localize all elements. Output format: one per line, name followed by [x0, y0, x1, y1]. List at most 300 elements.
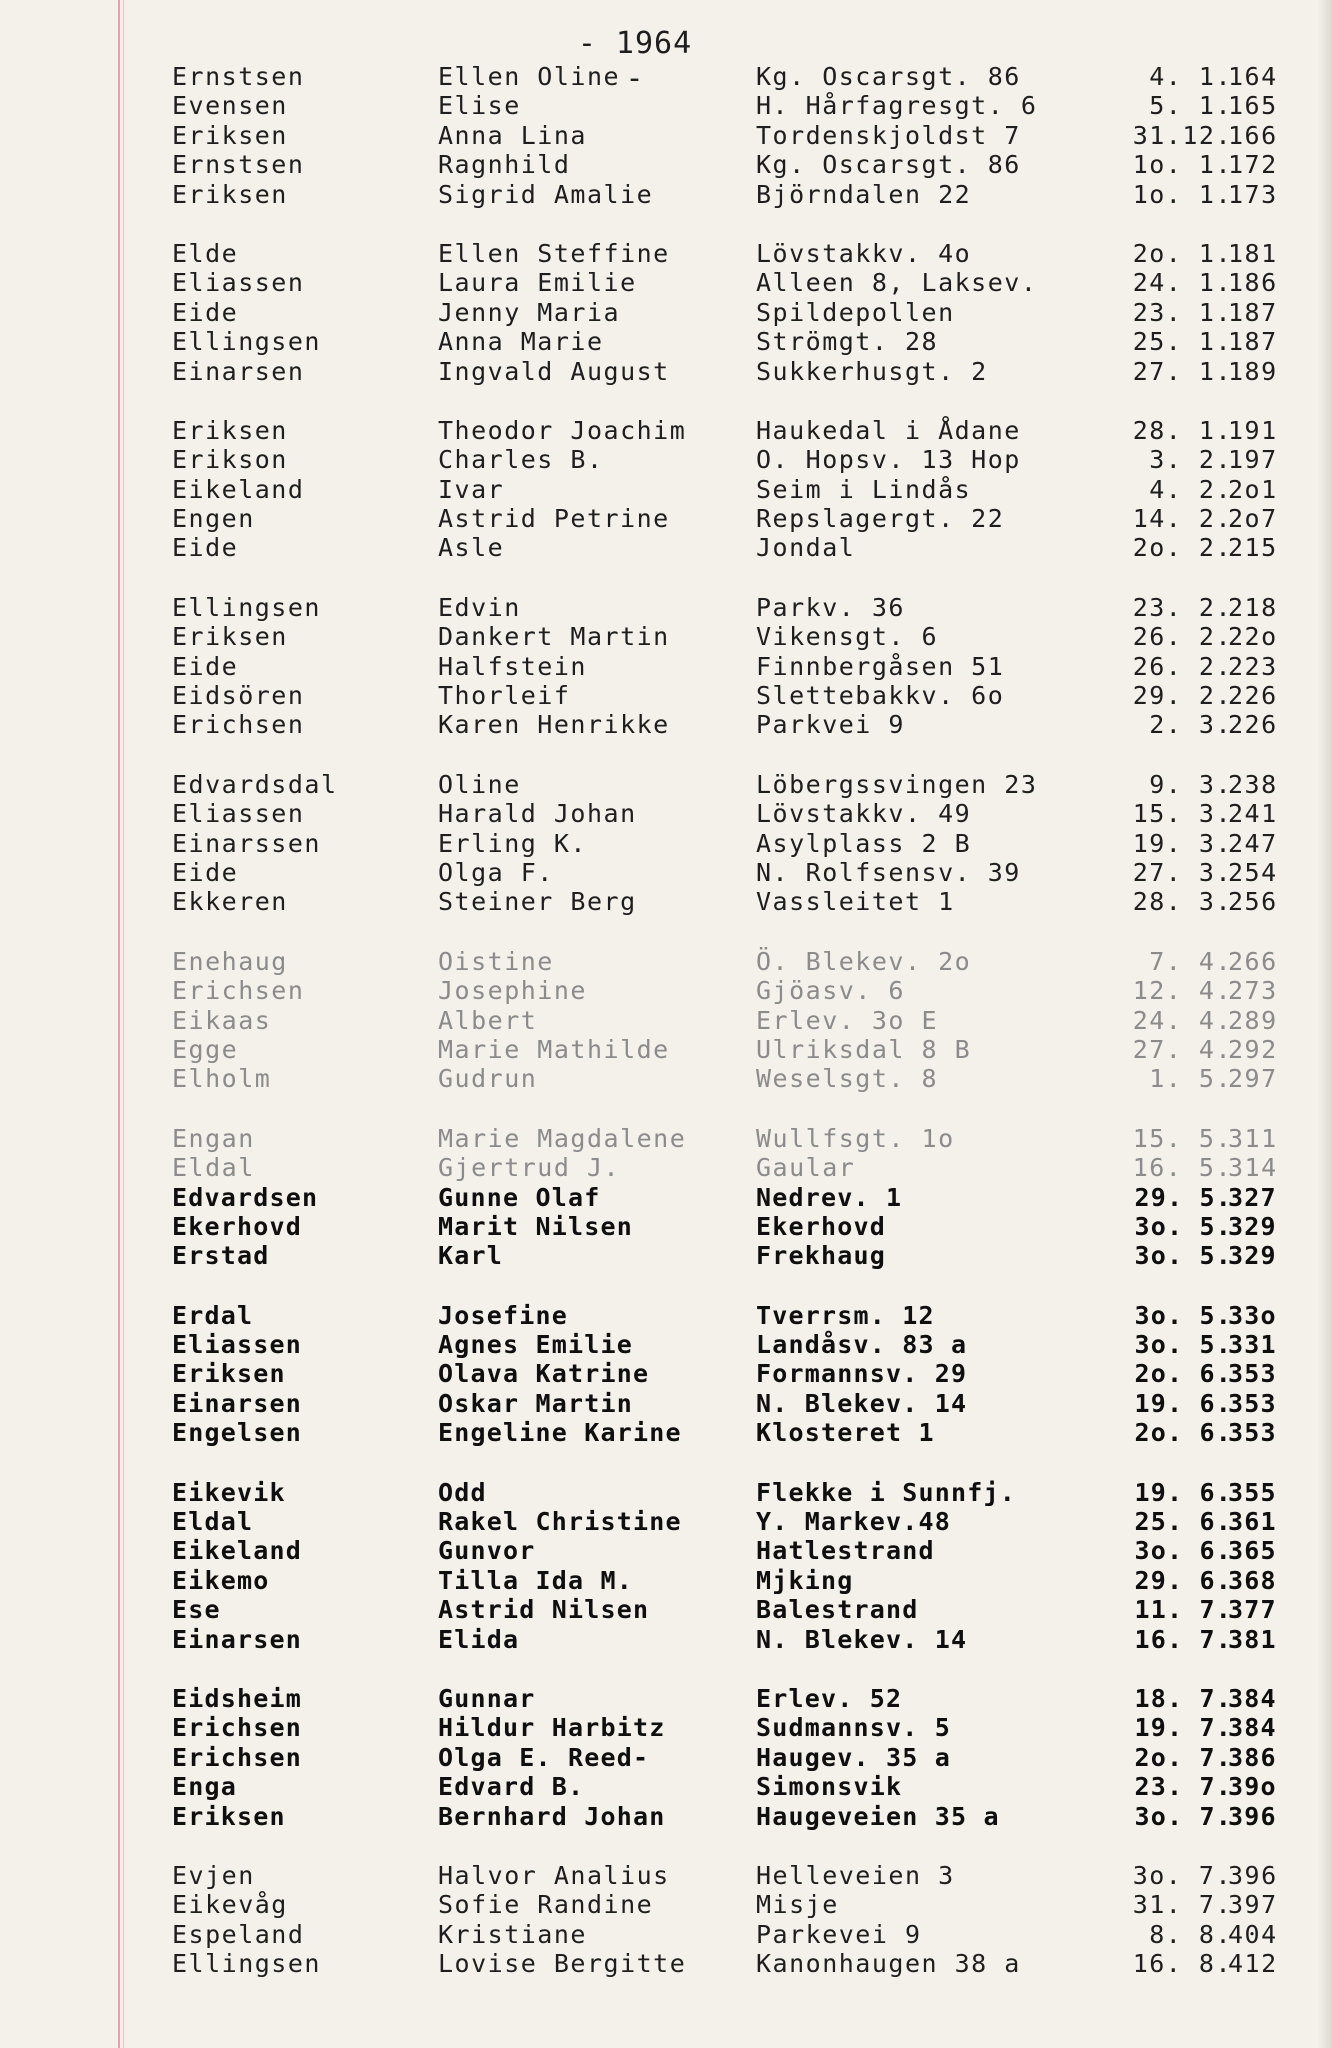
- surname-cell: Eriksen: [172, 415, 288, 445]
- register-row: [0, 1035, 1332, 1064]
- address-cell: Wullfsgt. 1o: [756, 1123, 955, 1153]
- date-cell: 3o. 5.: [1134, 1330, 1232, 1360]
- surname-cell: Ese: [172, 1595, 221, 1625]
- register-row: [0, 91, 1332, 120]
- entry-number-cell: 241: [1228, 799, 1278, 829]
- given-name-cell: Sofie Randine: [438, 1890, 654, 1920]
- register-row: [0, 180, 1332, 209]
- register-row: [0, 593, 1332, 622]
- date-cell: 31.12.: [1132, 120, 1232, 150]
- given-name-cell: Jenny Maria: [438, 297, 621, 327]
- surname-cell: Ellingsen: [172, 1949, 321, 1979]
- surname-cell: Ernstsen: [172, 62, 305, 91]
- date-cell: 23. 7.: [1134, 1772, 1232, 1802]
- given-name-cell: Kristiane: [438, 1919, 587, 1949]
- surname-cell: Evjen: [172, 1860, 255, 1890]
- entry-number-cell: 181: [1228, 238, 1278, 268]
- given-name-cell: Harald Johan: [438, 799, 637, 829]
- entry-number-cell: 384: [1228, 1713, 1277, 1743]
- register-row: [0, 1861, 1332, 1890]
- date-cell: 1o. 1.: [1132, 150, 1232, 180]
- surname-cell: Engelsen: [172, 1418, 303, 1448]
- given-name-cell: Steiner Berg: [438, 887, 637, 917]
- entry-number-cell: 381: [1228, 1624, 1277, 1654]
- register-row: [0, 1595, 1332, 1624]
- given-name-cell: Anna Marie: [438, 327, 604, 357]
- entry-number-cell: 247: [1228, 828, 1278, 858]
- register-row: [0, 298, 1332, 327]
- entry-group: [0, 1861, 1332, 1979]
- entry-number-cell: 218: [1228, 592, 1278, 622]
- surname-cell: Eikevåg: [172, 1890, 288, 1920]
- surname-cell: Erikson: [172, 445, 288, 475]
- surname-cell: Eide: [172, 297, 239, 327]
- date-cell: 25. 6.: [1134, 1507, 1232, 1537]
- date-cell: 19. 6.: [1134, 1388, 1232, 1418]
- date-cell: 3o. 5.: [1134, 1300, 1232, 1330]
- entry-group: [0, 416, 1332, 563]
- date-cell: 5. 1.: [1149, 91, 1232, 121]
- surname-cell: Enga: [172, 1772, 238, 1802]
- register-row: [0, 1212, 1332, 1241]
- given-name-cell: Gunvor: [438, 1536, 536, 1566]
- entry-number-cell: 186: [1228, 268, 1278, 298]
- register-row: [0, 976, 1332, 1005]
- date-cell: 24. 4.: [1132, 1005, 1232, 1035]
- register-row: [0, 62, 1332, 91]
- entry-group: [0, 770, 1332, 917]
- given-name-cell: Ragnhild: [438, 150, 571, 180]
- given-name-cell: Marit Nilsen: [438, 1211, 634, 1241]
- address-cell: Lövstakkv. 4o: [756, 238, 972, 268]
- given-name-cell: Marie Magdalene: [438, 1123, 687, 1153]
- given-name-cell: Tilla Ida M.: [438, 1565, 634, 1595]
- given-name-cell: Karl: [438, 1241, 504, 1271]
- entry-number-cell: 223: [1228, 651, 1278, 681]
- date-cell: 1o. 1.: [1132, 179, 1232, 209]
- address-cell: Sukkerhusgt. 2: [756, 356, 988, 386]
- register-row: [0, 1536, 1332, 1565]
- date-cell: 3o. 7.: [1134, 1801, 1232, 1831]
- address-cell: Repslagergt. 22: [756, 504, 1005, 534]
- surname-cell: Eikeland: [172, 474, 305, 504]
- register-row: [0, 150, 1332, 179]
- surname-cell: Erdal: [172, 1300, 254, 1330]
- date-cell: 29. 5.: [1134, 1182, 1232, 1212]
- address-cell: Hatlestrand: [756, 1536, 935, 1566]
- date-cell: 1. 5.: [1149, 1064, 1232, 1094]
- address-cell: Parkvei 9: [756, 710, 905, 740]
- entry-number-cell: 238: [1228, 769, 1278, 799]
- register-row: [0, 1566, 1332, 1595]
- surname-cell: Egge: [172, 1034, 239, 1064]
- register-row: [0, 1713, 1332, 1742]
- register-row: [0, 1507, 1332, 1536]
- entry-number-cell: 215: [1228, 533, 1278, 563]
- given-name-cell: Josefine: [438, 1300, 569, 1330]
- given-name-cell: Oistine: [438, 946, 554, 976]
- given-name-cell: Lovise Bergitte: [438, 1949, 687, 1979]
- entry-number-cell: 187: [1228, 327, 1278, 357]
- surname-cell: Elde: [172, 238, 239, 268]
- address-cell: Tordenskjoldst 7: [756, 120, 1021, 150]
- address-cell: Parkevei 9: [756, 1919, 922, 1949]
- date-cell: 3. 2.: [1149, 445, 1232, 475]
- entry-number-cell: 165: [1228, 91, 1278, 121]
- date-cell: 3o. 5.: [1134, 1241, 1232, 1271]
- surname-cell: Engen: [172, 504, 255, 534]
- given-name-cell: Charles B.: [438, 445, 604, 475]
- date-cell: 3o. 5.: [1134, 1211, 1232, 1241]
- address-cell: Seim i Lindås: [756, 474, 972, 504]
- entry-group: [0, 62, 1332, 209]
- address-cell: Asylplass 2 B: [756, 828, 972, 858]
- surname-cell: Erichsen: [172, 1713, 303, 1743]
- entry-group: [0, 1684, 1332, 1831]
- date-cell: 19. 7.: [1134, 1713, 1232, 1743]
- register-row: [0, 268, 1332, 297]
- address-cell: Alleen 8, Laksev.: [756, 268, 1038, 298]
- entry-number-cell: 297: [1228, 1064, 1278, 1094]
- address-cell: Erlev. 3o E: [756, 1005, 939, 1035]
- surname-cell: Evensen: [172, 91, 288, 121]
- entry-number-cell: 331: [1228, 1330, 1277, 1360]
- register-row: [0, 1890, 1332, 1919]
- surname-cell: Erichsen: [172, 1742, 303, 1772]
- entry-number-cell: 377: [1228, 1595, 1277, 1625]
- entry-number-cell: 329: [1228, 1211, 1277, 1241]
- given-name-cell: Dankert Martin: [438, 622, 670, 652]
- entry-group: [0, 593, 1332, 740]
- surname-cell: Eriksen: [172, 1359, 286, 1389]
- surname-cell: Einarsen: [172, 356, 305, 386]
- surname-cell: Einarsen: [172, 1624, 303, 1654]
- given-name-cell: Gudrun: [438, 1064, 538, 1094]
- given-name-cell: Olava Katrine: [438, 1359, 650, 1389]
- entry-group: [0, 239, 1332, 386]
- entry-number-cell: 226: [1228, 681, 1278, 711]
- entry-group: [0, 947, 1332, 1094]
- entry-group: [0, 1301, 1332, 1448]
- surname-cell: Ekkeren: [172, 887, 288, 917]
- surname-cell: Espeland: [172, 1919, 305, 1949]
- given-name-cell: Theodor Joachim: [438, 415, 687, 445]
- register-row: [0, 1743, 1332, 1772]
- surname-cell: Ellingsen: [172, 592, 321, 622]
- address-cell: Slettebakkv. 6o: [756, 681, 1005, 711]
- address-cell: Spildepollen: [756, 297, 955, 327]
- surname-cell: Erichsen: [172, 710, 305, 740]
- surname-cell: Einarsen: [172, 1388, 303, 1418]
- entry-number-cell: 396: [1228, 1801, 1277, 1831]
- register-row: [0, 121, 1332, 150]
- address-cell: Löbergssvingen 23: [756, 769, 1038, 799]
- entry-number-cell: 355: [1228, 1477, 1277, 1507]
- date-cell: 14. 2.: [1132, 504, 1232, 534]
- register-row: [0, 829, 1332, 858]
- given-name-cell: Gunne Olaf: [438, 1182, 601, 1212]
- address-cell: N. Blekev. 14: [756, 1624, 968, 1654]
- surname-cell: Eliassen: [172, 268, 305, 298]
- surname-cell: Erichsen: [172, 976, 305, 1006]
- entry-number-cell: 314: [1228, 1153, 1278, 1183]
- given-name-cell: Erling K.: [438, 828, 587, 858]
- date-cell: 27. 1.: [1132, 356, 1232, 386]
- date-cell: 28. 3.: [1132, 887, 1232, 917]
- surname-cell: Engan: [172, 1123, 255, 1153]
- address-cell: Helleveien 3: [756, 1860, 955, 1890]
- given-name-cell: Rakel Christine: [438, 1507, 682, 1537]
- given-name-cell: Bernhard Johan: [438, 1801, 666, 1831]
- address-cell: Kg. Oscarsgt. 86: [756, 62, 1021, 91]
- entry-number-cell: 256: [1228, 887, 1278, 917]
- entry-number-cell: 329: [1228, 1241, 1277, 1271]
- address-cell: Haugeveien 35 a: [756, 1801, 1000, 1831]
- register-row: [0, 504, 1332, 533]
- date-cell: 23. 1.: [1132, 297, 1232, 327]
- address-cell: O. Hopsv. 13 Hop: [756, 445, 1021, 475]
- register-row: [0, 1949, 1332, 1978]
- date-cell: 7. 4.: [1149, 946, 1232, 976]
- given-name-cell: Oline: [438, 769, 521, 799]
- entry-number-cell: 289: [1228, 1005, 1278, 1035]
- date-cell: 3o. 7.: [1132, 1860, 1232, 1890]
- entry-number-cell: 353: [1228, 1359, 1277, 1389]
- given-name-cell: Olga E. Reed-: [438, 1742, 650, 1772]
- address-cell: Jondal: [756, 533, 856, 563]
- date-cell: 25. 1.: [1132, 327, 1232, 357]
- address-cell: Frekhaug: [756, 1241, 887, 1271]
- address-cell: Vikensgt. 6: [756, 622, 939, 652]
- given-name-cell: Engeline Karine: [438, 1418, 682, 1448]
- address-cell: Mjking: [756, 1565, 854, 1595]
- address-cell: Haugev. 35 a: [756, 1742, 952, 1772]
- register-row: [0, 1802, 1332, 1831]
- given-name-cell: Halvor Analius: [438, 1860, 670, 1890]
- date-cell: 2. 3.: [1149, 710, 1232, 740]
- given-name-cell: Edvin: [438, 592, 521, 622]
- address-cell: Parkv. 36: [756, 592, 905, 622]
- address-cell: Misje: [756, 1890, 839, 1920]
- register-row: [0, 710, 1332, 739]
- register-row: [0, 799, 1332, 828]
- surname-cell: Erstad: [172, 1241, 270, 1271]
- given-name-cell: Gjertrud J.: [438, 1153, 621, 1183]
- register-row: [0, 858, 1332, 887]
- register-row: [0, 475, 1332, 504]
- date-cell: 3o. 6.: [1134, 1536, 1232, 1566]
- entry-number-cell: 384: [1228, 1683, 1277, 1713]
- entry-number-cell: 361: [1228, 1507, 1277, 1537]
- date-cell: 11. 7.: [1134, 1595, 1232, 1625]
- given-name-cell: Sigrid Amalie: [438, 179, 654, 209]
- surname-cell: Enehaug: [172, 946, 288, 976]
- given-name-cell: Asle: [438, 533, 505, 563]
- address-cell: Strömgt. 28: [756, 327, 939, 357]
- entry-number-cell: 386: [1228, 1742, 1277, 1772]
- entry-number-cell: 368: [1228, 1565, 1277, 1595]
- surname-cell: Eide: [172, 857, 239, 887]
- date-cell: 15. 5.: [1132, 1123, 1232, 1153]
- date-cell: 2o. 6.: [1134, 1359, 1232, 1389]
- entry-number-cell: 311: [1228, 1123, 1278, 1153]
- surname-cell: Eikemo: [172, 1565, 270, 1595]
- address-cell: Formannsv. 29: [756, 1359, 968, 1389]
- surname-cell: Elholm: [172, 1064, 272, 1094]
- register-row: [0, 445, 1332, 474]
- surname-cell: Ellingsen: [172, 327, 321, 357]
- surname-cell: Edvardsdal: [172, 769, 338, 799]
- address-cell: Simonsvik: [756, 1772, 903, 1802]
- register-row: [0, 622, 1332, 651]
- surname-cell: Eidsheim: [172, 1683, 303, 1713]
- register-row: [0, 770, 1332, 799]
- entry-number-cell: 172: [1228, 150, 1278, 180]
- date-cell: 19. 3.: [1132, 828, 1232, 858]
- register-row: [0, 1359, 1332, 1388]
- date-cell: 27. 4.: [1132, 1034, 1232, 1064]
- register-row: [0, 1006, 1332, 1035]
- register-row: [0, 1153, 1332, 1182]
- entry-number-cell: 22o: [1228, 622, 1278, 652]
- entry-number-cell: 187: [1228, 297, 1278, 327]
- register-row: [0, 1330, 1332, 1359]
- address-cell: Balestrand: [756, 1595, 919, 1625]
- date-cell: 29. 6.: [1134, 1565, 1232, 1595]
- surname-cell: Eliassen: [172, 1330, 303, 1360]
- date-cell: 2o. 7.: [1134, 1742, 1232, 1772]
- register-row: [0, 1625, 1332, 1654]
- address-cell: Sudmannsv. 5: [756, 1713, 952, 1743]
- date-cell: 28. 1.: [1132, 415, 1232, 445]
- given-name-cell: Olga F.: [438, 857, 554, 887]
- entry-number-cell: 164: [1228, 62, 1278, 91]
- given-name-cell: Marie Mathilde: [438, 1034, 670, 1064]
- given-name-cell: Laura Emilie: [438, 268, 637, 298]
- register-row: [0, 1301, 1332, 1330]
- entry-number-cell: 197: [1228, 445, 1278, 475]
- address-cell: Vassleitet 1: [756, 887, 955, 917]
- register-row: [0, 1183, 1332, 1212]
- entry-number-cell: 404: [1228, 1919, 1278, 1949]
- date-cell: 8. 8.: [1149, 1919, 1232, 1949]
- entry-number-cell: 365: [1228, 1536, 1277, 1566]
- page-year-heading: - 1964 -: [577, 26, 693, 96]
- entry-number-cell: 191: [1228, 415, 1278, 445]
- register-row: [0, 1064, 1332, 1093]
- surname-cell: Eldal: [172, 1153, 255, 1183]
- register-entries: [0, 62, 1332, 2008]
- given-name-cell: Edvard B.: [438, 1772, 585, 1802]
- surname-cell: Eriksen: [172, 120, 288, 150]
- entry-number-cell: 2o1: [1228, 474, 1278, 504]
- register-row: [0, 533, 1332, 562]
- address-cell: Ö. Blekev. 2o: [756, 946, 972, 976]
- address-cell: Weselsgt. 8: [756, 1064, 939, 1094]
- address-cell: Y. Markev.48: [756, 1507, 952, 1537]
- register-row: [0, 1124, 1332, 1153]
- given-name-cell: Elida: [438, 1624, 520, 1654]
- surname-cell: Eide: [172, 651, 239, 681]
- entry-number-cell: 292: [1228, 1034, 1278, 1064]
- entry-number-cell: 189: [1228, 356, 1278, 386]
- address-cell: Lövstakkv. 49: [756, 799, 972, 829]
- register-row: [0, 1684, 1332, 1713]
- address-cell: Gjöasv. 6: [756, 976, 905, 1006]
- given-name-cell: Karen Henrikke: [438, 710, 670, 740]
- entry-number-cell: 2o7: [1228, 504, 1278, 534]
- address-cell: Gaular: [756, 1153, 856, 1183]
- entry-number-cell: 273: [1228, 976, 1278, 1006]
- address-cell: Flekke i Sunnfj.: [756, 1477, 1017, 1507]
- entry-number-cell: 33o: [1228, 1300, 1277, 1330]
- address-cell: Tverrsm. 12: [756, 1300, 935, 1330]
- date-cell: 18. 7.: [1134, 1683, 1232, 1713]
- register-row: [0, 416, 1332, 445]
- date-cell: 26. 2.: [1132, 622, 1232, 652]
- date-cell: 26. 2.: [1132, 651, 1232, 681]
- address-cell: Finnbergåsen 51: [756, 651, 1005, 681]
- address-cell: H. Hårfagresgt. 6: [756, 91, 1038, 121]
- address-cell: Björndalen 22: [756, 179, 972, 209]
- register-row: [0, 1389, 1332, 1418]
- surname-cell: Eikevik: [172, 1477, 286, 1507]
- address-cell: N. Rolfsensv. 39: [756, 857, 1021, 887]
- date-cell: 2o. 6.: [1134, 1418, 1232, 1448]
- entry-number-cell: 173: [1228, 179, 1278, 209]
- date-cell: 23. 2.: [1132, 592, 1232, 622]
- surname-cell: Eide: [172, 533, 239, 563]
- register-row: [0, 327, 1332, 356]
- surname-cell: Eldal: [172, 1507, 254, 1537]
- given-name-cell: Ellen Oline: [438, 62, 621, 91]
- given-name-cell: Ingvald August: [438, 356, 670, 386]
- address-cell: Erlev. 52: [756, 1683, 903, 1713]
- entry-number-cell: 226: [1228, 710, 1278, 740]
- entry-number-cell: 266: [1228, 946, 1278, 976]
- surname-cell: Eidsören: [172, 681, 305, 711]
- entry-number-cell: 396: [1228, 1860, 1278, 1890]
- address-cell: Ekerhovd: [756, 1211, 887, 1241]
- given-name-cell: Agnes Emilie: [438, 1330, 634, 1360]
- entry-number-cell: 397: [1228, 1890, 1278, 1920]
- surname-cell: Eliassen: [172, 799, 305, 829]
- date-cell: 24. 1.: [1132, 268, 1232, 298]
- date-cell: 16. 8.: [1132, 1949, 1232, 1979]
- given-name-cell: Astrid Nilsen: [438, 1595, 650, 1625]
- register-row: [0, 1772, 1332, 1801]
- register-row: [0, 1920, 1332, 1949]
- date-cell: 31. 7.: [1132, 1890, 1232, 1920]
- entry-number-cell: 353: [1228, 1418, 1277, 1448]
- given-name-cell: Ellen Steffine: [438, 238, 670, 268]
- entry-number-cell: 39o: [1228, 1772, 1277, 1802]
- register-row: [0, 887, 1332, 916]
- surname-cell: Eikaas: [172, 1005, 272, 1035]
- register-row: [0, 681, 1332, 710]
- given-name-cell: Odd: [438, 1477, 487, 1507]
- address-cell: Nedrev. 1: [756, 1182, 903, 1212]
- entry-number-cell: 412: [1228, 1949, 1278, 1979]
- register-row: [0, 357, 1332, 386]
- surname-cell: Eikeland: [172, 1536, 303, 1566]
- address-cell: N. Blekev. 14: [756, 1388, 968, 1418]
- register-row: [0, 1478, 1332, 1507]
- entry-number-cell: 166: [1228, 120, 1278, 150]
- address-cell: Landåsv. 83 a: [756, 1330, 968, 1360]
- given-name-cell: Anna Lina: [438, 120, 587, 150]
- register-row: [0, 1241, 1332, 1270]
